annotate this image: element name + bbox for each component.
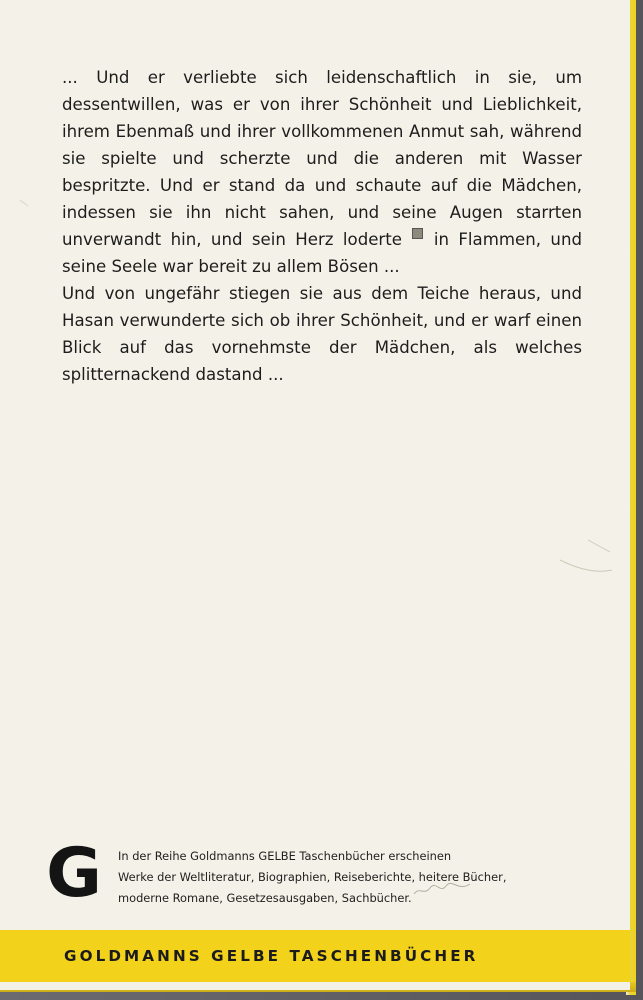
excerpt-paragraph-1-start: ... Und er verliebte sich leidenschaftlich in sie, um dessentwillen, was er von ihrer Schönheit und Lieblichkeit, ihrem Ebenmaß und ihrer vollkommenen Anmut sah, während sie spielte und scherzte und die anderen mit Wasser bespritzte. Und er stand da und schaute auf die Mädchen, indessen sie ihn nicht sahen, und seine Augen starrten unverwandt hin, und sein Herz loderte xyxy=(62,68,582,249)
series-note xyxy=(118,846,558,909)
excerpt-paragraph-2: Und von ungefähr stiegen sie aus dem Teiche heraus, und Hasan verwunderte sich ob ihrer Schönheit, und er warf einen Blick auf das vornehmste der Mädchen, als welches splitternackend dastand ... xyxy=(62,284,582,384)
series-note-line: Werke der Weltliteratur, Biographien, Reiseberichte, heitere Bücher, xyxy=(118,870,507,884)
pencil-scribble-icon xyxy=(412,880,472,900)
series-band xyxy=(0,930,630,982)
goldmann-g-logo: G xyxy=(46,834,102,913)
book-excerpt xyxy=(62,64,582,388)
excerpt-paragraph-1 xyxy=(62,64,582,280)
series-note-line: In der Reihe Goldmanns GELBE Taschenbücher erscheinen xyxy=(118,849,452,863)
excerpt-paragraph-1-end: in Flammen, und seine Seele war bereit zu allem Bösen ... xyxy=(62,230,582,276)
ink-mark-icon xyxy=(412,228,423,239)
series-title: GOLDMANNS GELBE TASCHENBÜCHER xyxy=(64,947,479,965)
series-note-line: moderne Romane, Gesetzesausgaben, Sachbücher. xyxy=(118,891,412,905)
